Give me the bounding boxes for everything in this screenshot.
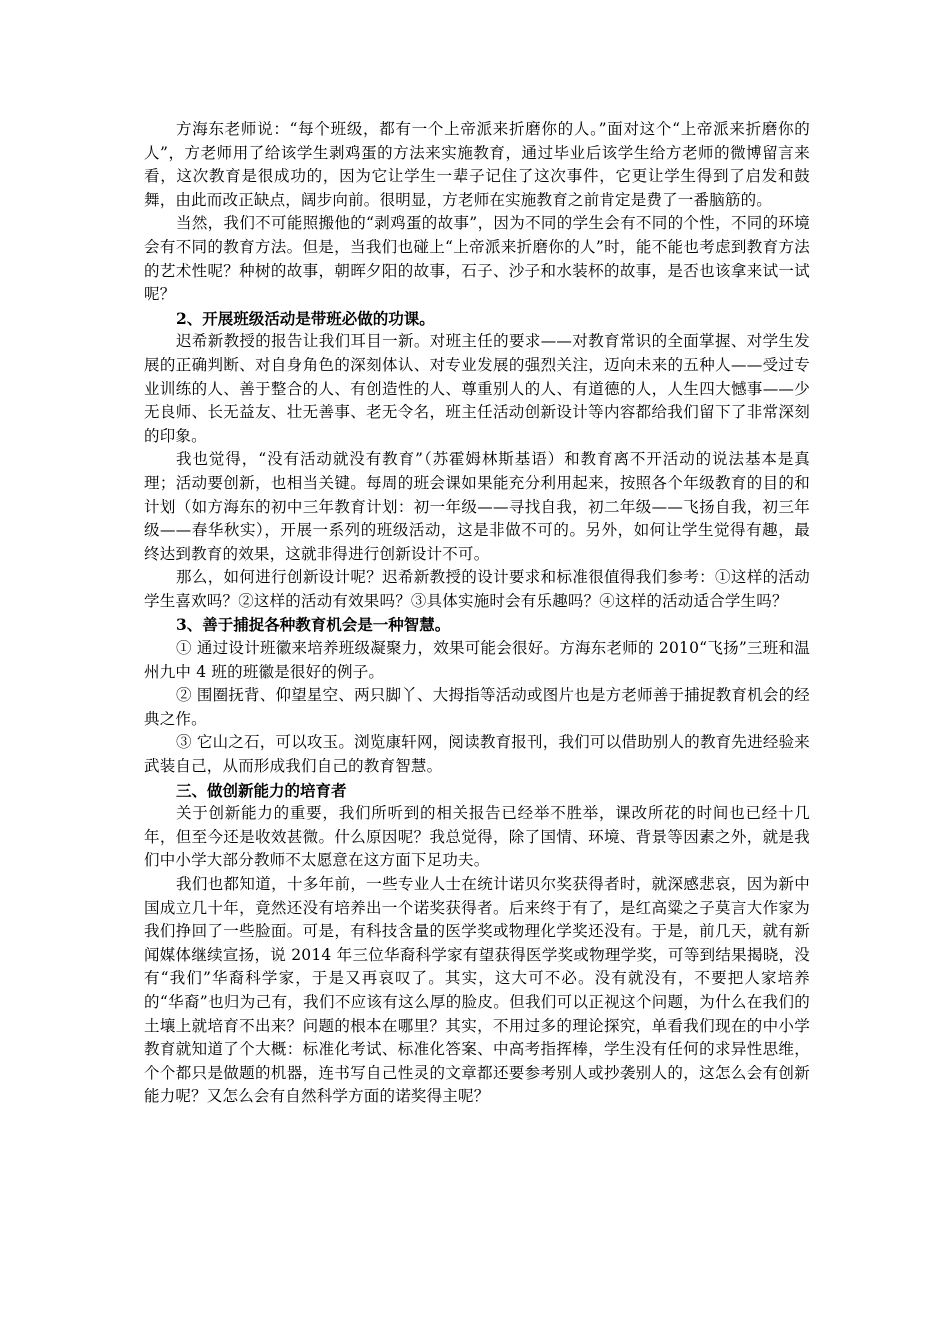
list-paragraph: ② 围圈抚背、仰望星空、两只脚丫、大拇指等活动或图片也是方老师善于捕捉教育机会的经典之作。 <box>144 686 810 728</box>
paragraph: 关于创新能力的重要，我们所听到的相关报告已经举不胜举，课改所花的时间也已经十几年，但至今还是收效甚微。什么原因呢？我总觉得，除了国情、环境、背景等因素之外，就是我们中小学大部分教师不太愿意在这方面下足功夫。 <box>144 804 810 870</box>
list-paragraph: ① 通过设计班徽来培养班级凝聚力，效果可能会很好。方海东老师的 2010“飞扬”三班和温州九中 4 班的班徽是很好的例子。 <box>144 639 810 681</box>
section-heading: 3、善于捕捉各种教育机会是一种智慧。 <box>176 615 451 635</box>
paragraph: 我也觉得，“没有活动就没有教育”（苏霍姆林斯基语）和教育离不开活动的说法基本是真理；活动要创新，也相当关键。每周的班会课如果能充分利用起来，按照各个年级教育的目的和计划（如方海东的初中三年教育计划：初一年级——寻找自我，初二年级——飞扬自我，初三年级——春华秋实），开展一系列的班级活动，这是非做不可的。另外，如何让学生觉得有趣，最终达到教育的效果，这就非得进行创新设计不可。 <box>144 450 810 563</box>
document-body <box>144 118 810 1109</box>
paragraph: 迟希新教授的报告让我们耳目一新。对班主任的要求——对教育常识的全面掌握、对学生发展的正确判断、对自身角色的深刻体认、对专业发展的强烈关注，迈向未来的五种人——受过专业训练的人、善于整合的人、有创造性的人、尊重别人的人、有道德的人，人生四大憾事——少无良师、长无益友、壮无善事、老无令名，班主任活动创新设计等内容都给我们留下了非常深刻的印象。 <box>144 332 810 445</box>
list-paragraph: ③ 它山之石，可以攻玉。浏览康轩网，阅读教育报刊，我们可以借助别人的教育先进经验来武装自己，从而形成我们自己的教育智慧。 <box>144 733 810 776</box>
section-heading: 三、做创新能力的培育者 <box>176 780 347 800</box>
paragraph: 那么，如何进行创新设计呢？迟希新教授的设计要求和标准很值得我们参考：①这样的活动学生喜欢吗？②这样的活动有效果吗？③具体实施时会有乐趣吗？④这样的活动适合学生吗？ <box>144 568 810 610</box>
paragraph: 方海东老师说：“每个班级，都有一个上帝派来折磨你的人。”面对这个“上帝派来折磨你的人”，方老师用了给该学生剥鸡蛋的方法来实施教育，通过毕业后该学生给方老师的微博留言来看，这次教育是很成功的，因为它让学生一辈子记住了这次事件，它更让学生得到了启发和鼓舞，由此而改正缺点，阔步向前。很明显，方老师在实施教育之前肯定是费了一番脑筋的。 <box>144 120 810 209</box>
paragraph: 当然，我们不可能照搬他的“剥鸡蛋的故事”，因为不同的学生会有不同的个性，不同的环境会有不同的教育方法。但是，当我们也碰上“上帝派来折磨你的人”时，能不能也考虑到教育方法的艺术性呢？种树的故事，朝晖夕阳的故事，石子、沙子和水装杯的故事，是否也该拿来试一试呢？ <box>144 214 810 304</box>
paragraph: 我们也都知道，十多年前，一些专业人士在统计诺贝尔奖获得者时，就深感悲哀，因为新中国成立几十年，竟然还没有培养出一个诺奖获得者。后来终于有了，是红高粱之子莫言大作家为我们挣回了一些脸面。可是，有科技含量的医学奖或物理化学奖还没有。于是，前几天，就有新闻媒体继续宣扬，说 2014 年三位华裔科学家有望获得医学奖或物理学奖，可等到结果揭晓，没有“我们”华裔科学家，于是又再哀叹了。其实，这大可不必。没有就没有，不要把人家培养的“华裔”也归为己有，我们不应该有这么厚的脸皮。但我们可以正视这个问题，为什么在我们的土壤上就培育不出来？问题的根本在哪里？其实，不用过多的理论探究，单看我们现在的中小学教育就知道了个大概：标准化考试、标准化答案、中高考指挥棒，学生没有任何的求异性思维，个个都只是做题的机器，连书写自己性灵的文章都还要参考别人或抄袭别人的，这怎么会有创新能力呢？又怎么会有自然科学方面的诺奖得主呢？ <box>144 875 810 1106</box>
section-heading: 2、开展班级活动是带班必做的功课。 <box>176 308 435 328</box>
